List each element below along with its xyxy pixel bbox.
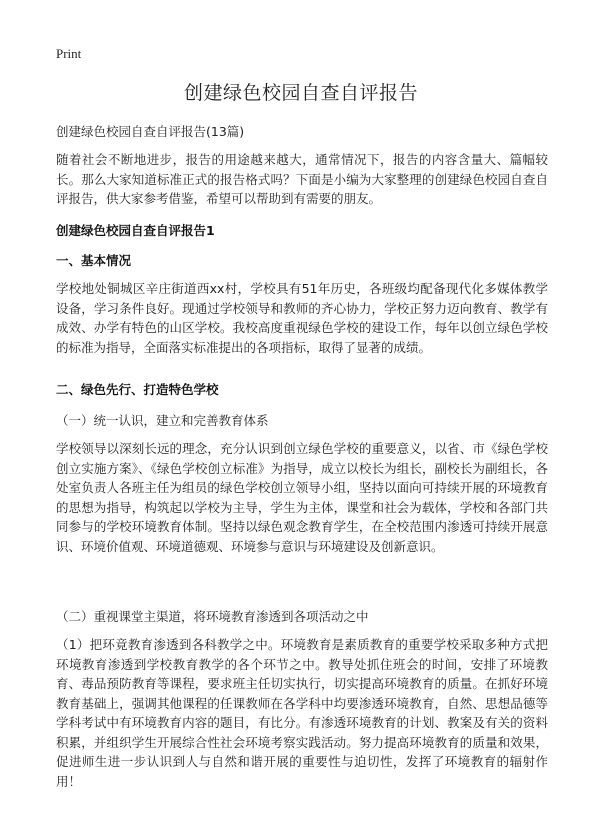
subsection-heading-unified-understanding: （一）统一认识，建立和完善教育体系 [56, 413, 269, 428]
section-heading-green-first: 二、绿色先行、打造特色学校 [56, 382, 219, 397]
subsection-unified-understanding-body: 学校领导以深刻长远的理念，充分认识到创立绿色学校的重要意义，以省、市《绿色学校创立实施方案》、《绿色学校创立标准》为指导，成立以校长为组长，副校长为副组长，各处室负责人各班主任为组员的绿色学校创立领导小组，坚持以面向可持续开展的环境教育的思想为指导，构筑起以学校为主导，学生为主体，课堂和社会为载体，学校和各部门共同参与的学校环境教育体制。坚持以绿色观念教育学生，在全校范围内渗透可持续开展意识、环境价值观、环境道德观、环境参与意识与环境建设及创新意识。 [56, 441, 548, 554]
subsection-heading-classroom-channel: （二）重视课堂主渠道，将环境教育渗透到各项活动之中 [56, 609, 369, 624]
subsection-classroom-channel-body: （1）把环竟教育渗透到各科教学之中。环境教育是素质教育的重要学校采取多种方式把环境教育渗透到学校教育教学的各个环节之中。教导处抓住班会的时间，安排了环境教育、毒品预防教育等课程，要求班主任切实执行，切实提高环境教育的质量。在抓好环境教育基础上，强调其他课程的任课教师在各学科中均要渗透环境教育，自然、思想品德等学科考试中有环境教育内容的题目，有比分。有渗透环境教育的计划、教案及有关的资料积累，并组织学生开展综合性社会环境考察实践活动。努力提高环境教育的质量和效果，促进师生进一步认识到人与自然和谐开展的重要性与迫切性，发挥了环境教育的辐射作用！ [56, 637, 548, 789]
document-subtitle: 创建绿色校园自查自评报告(13篇) [56, 124, 245, 139]
section-heading-basic-info: 一、基本情况 [56, 253, 132, 268]
section-basic-info-body: 学校地处铜城区辛庄街道西xx村，学校具有51年历史，各班级均配备现代化多媒体教学设备，学习条件良好。现通过学校领导和教师的齐心协力，学校正努力迈向教育、教学有成效、办学有特色的山区学校。我校高度重视绿色学校的建设工作，每年以创立绿色学校的标准为指导，全面落实标准提出的各项指标，取得了显著的成绩。 [56, 281, 548, 355]
report-heading: 创建绿色校园自查自评报告1 [56, 223, 215, 238]
print-link[interactable]: Print [56, 46, 82, 61]
intro-paragraph: 随着社会不断地进步，报告的用途越来越大，通常情况下，报告的内容含量大、篇幅较长。那么大家知道标准正式的报告格式吗？下面是小编为大家整理的创建绿色校园自查自评报告，供大家参考借鉴，希望可以帮助到有需要的朋友。 [56, 152, 548, 206]
document-title: 创建绿色校园自查自评报告 [183, 82, 418, 104]
